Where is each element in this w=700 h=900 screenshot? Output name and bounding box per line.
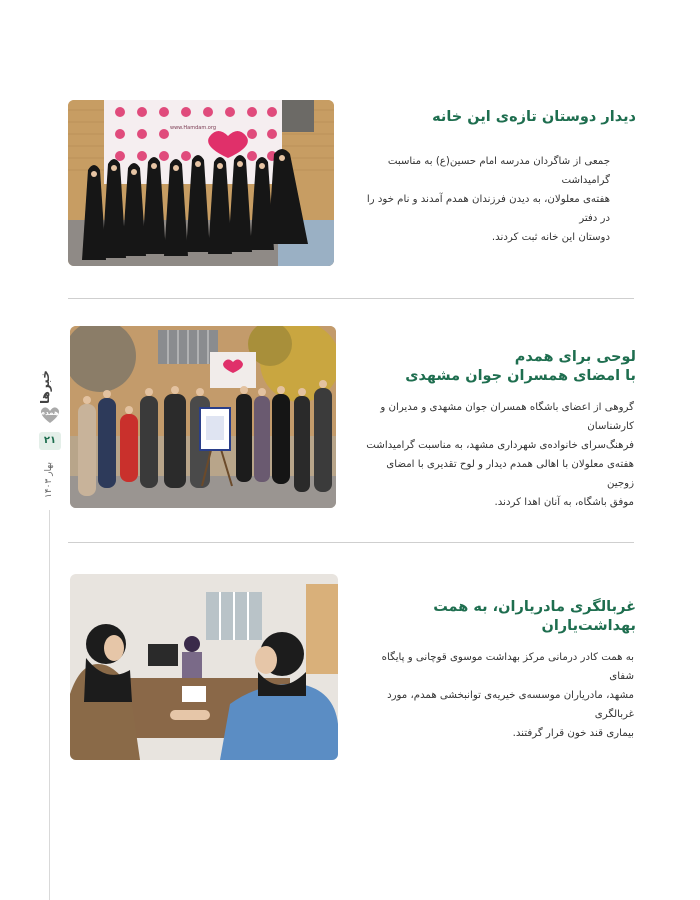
article-3-body	[360, 648, 634, 743]
section-divider-2	[68, 542, 634, 543]
article-3-photo	[70, 574, 338, 760]
article-2-body-line-3: هفته‌ی معلولان با اهالی همدم دیدار و لوح تقدیری با امضای زوجین	[386, 459, 634, 489]
article-2-photo	[70, 326, 336, 508]
group-photo-students	[68, 100, 334, 266]
article-1-title	[360, 108, 636, 127]
page-number: ۲۱	[39, 432, 61, 450]
group-photo-young-couples	[70, 326, 336, 508]
article-3-body-line-3: بیماری قند خون قرار گرفتند.	[512, 728, 634, 739]
article-1-body-line-3: دوستان این خانه ثبت کردند.	[491, 232, 610, 243]
health-screening-photo	[70, 574, 338, 760]
article-2-body-line-2: فرهنگ‌سرای خانواده‌ی شهرداری مشهد، به مناسبت گرامیداشت	[366, 440, 634, 451]
article-1-title-line-1: دیدار دوستان تازه‌ی این خانه	[432, 109, 636, 125]
article-2-body	[360, 398, 634, 512]
section-divider-1	[68, 298, 634, 299]
article-2-title	[360, 348, 636, 386]
article-1-body-line-1: جمعی از شاگردان مدرسه امام حسین(ع) به مناسبت گرامیداشت	[387, 156, 610, 186]
section-label: خبرها	[38, 370, 52, 404]
article-3-title-line-1: غربالگری مادریاران، به همت بهداشت‌یاران	[433, 599, 636, 634]
article-2-body-line-1: گروهی از اعضای باشگاه همسران جوان مشهدی و مدیران و کارشناسان	[380, 402, 634, 432]
article-2-title-line-1: لوحی برای همدم	[514, 349, 636, 365]
logo-text: همدم	[40, 409, 59, 417]
sidebar-rail	[49, 510, 50, 900]
hamdam-logo	[38, 405, 62, 425]
article-1-photo	[68, 100, 334, 266]
banner-url: www.Hamdam.org	[170, 125, 216, 131]
article-3-body-line-2: مشهد، مادریاران موسسه‌ی خیریه‌ی توانبخشی همدم، مورد غربالگری	[387, 690, 634, 720]
article-1-body-line-2: هفته‌ی معلولان، به دیدن فرزندان همدم آمدند و نام خود را در دفتر	[366, 194, 610, 224]
article-2-body-line-4: موفق باشگاه، به آنان اهدا کردند.	[494, 497, 634, 508]
article-1-body	[360, 152, 610, 247]
article-3-title	[360, 598, 636, 636]
article-3-body-line-1: به همت کادر درمانی مرکز بهداشت موسوی قوچانی و پایگاه شفای	[381, 652, 634, 682]
season-label: بهار ۱۴۰۳	[44, 462, 54, 498]
article-2-title-line-2: با امضای همسران جوان مشهدی	[405, 368, 636, 384]
